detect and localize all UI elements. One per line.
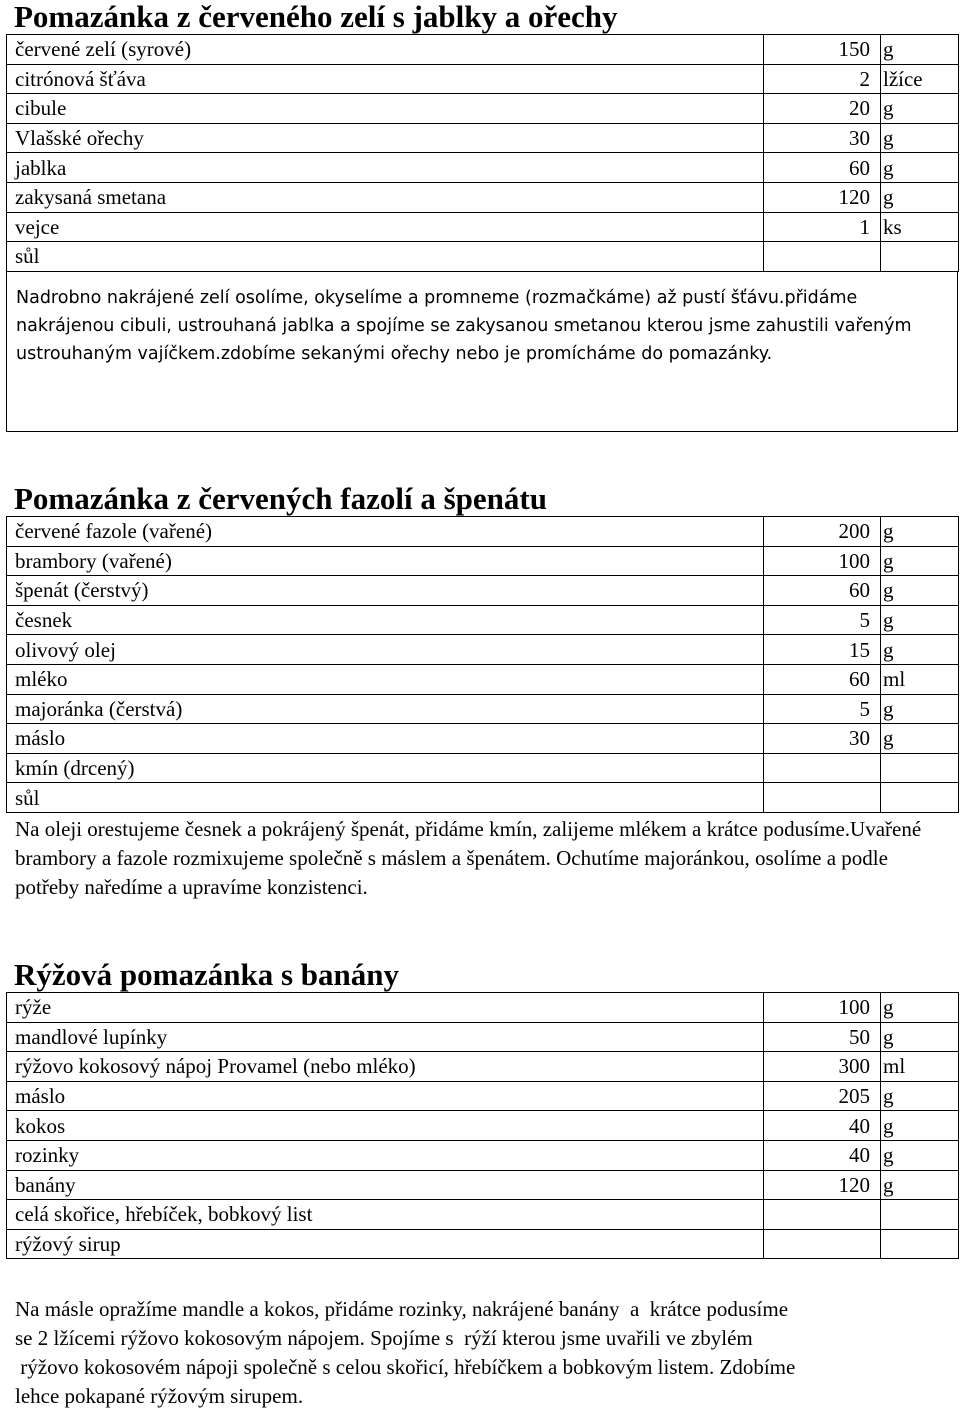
ingredient-unit <box>881 242 959 272</box>
ingredient-amount <box>764 1229 881 1259</box>
ingredient-unit <box>881 1200 959 1230</box>
ingredient-row <box>7 1052 959 1082</box>
ingredient-row <box>7 153 959 183</box>
ingredient-unit: ml <box>881 1052 959 1082</box>
ingredient-row <box>7 546 959 576</box>
ingredient-name: máslo <box>7 724 764 754</box>
ingredient-name: celá skořice, hřebíček, bobkový list <box>7 1200 764 1230</box>
ingredient-row <box>7 753 959 783</box>
recipe-instructions: Na oleji orestujeme česnek a pokrájený špenát, přidáme kmín, zalijeme mlékem a krátce podusíme.Uvařené brambory a fazole rozmixujeme společně s máslem a špenátem. Ochutíme majoránkou, osolíme a podle potřeby naředíme a upravíme konzistenci. <box>15 816 922 899</box>
ingredient-unit: lžíce <box>881 64 959 94</box>
ingredient-row <box>7 664 959 694</box>
ingredient-amount: 15 <box>764 635 881 665</box>
ingredient-amount: 60 <box>764 664 881 694</box>
ingredient-unit: g <box>881 123 959 153</box>
ingredient-amount: 200 <box>764 517 881 547</box>
ingredient-unit: g <box>881 724 959 754</box>
ingredient-name: rýže <box>7 993 764 1023</box>
ingredient-amount <box>764 242 881 272</box>
ingredient-name: zakysaná smetana <box>7 182 764 212</box>
ingredient-row <box>7 212 959 242</box>
ingredient-unit <box>881 1229 959 1259</box>
instructions-box <box>6 272 958 432</box>
ingredient-unit: g <box>881 153 959 183</box>
ingredient-unit: g <box>881 546 959 576</box>
ingredient-name: rýžový sirup <box>7 1229 764 1259</box>
ingredient-name: rýžovo kokosový nápoj Provamel (nebo mléko) <box>7 1052 764 1082</box>
recipe-section <box>6 958 958 1411</box>
ingredient-amount: 5 <box>764 605 881 635</box>
ingredient-row <box>7 123 959 153</box>
ingredient-amount: 30 <box>764 123 881 153</box>
ingredient-unit: g <box>881 35 959 65</box>
ingredient-name: jablka <box>7 153 764 183</box>
ingredient-amount: 30 <box>764 724 881 754</box>
recipe-section <box>6 0 958 432</box>
ingredient-row <box>7 94 959 124</box>
ingredient-amount: 60 <box>764 576 881 606</box>
recipe-instructions: Nadrobno nakrájené zelí osolíme, okyselíme a promneme (rozmačkáme) až pustí šťávu.přidáme nakrájenou cibuli, ustrouhaná jablka a spojíme se zakysanou smetanou kterou jsme zahustili vařeným ustrouhaným vajíčkem.zdobíme sekanými ořechy nebo je promícháme do pomazánky. <box>16 287 912 364</box>
ingredient-name: kokos <box>7 1111 764 1141</box>
ingredient-amount: 150 <box>764 35 881 65</box>
ingredient-unit: g <box>881 182 959 212</box>
ingredient-name: sůl <box>7 783 764 813</box>
ingredients-table <box>6 992 959 1259</box>
ingredient-amount: 20 <box>764 94 881 124</box>
ingredient-row <box>7 1022 959 1052</box>
ingredient-name: kmín (drcený) <box>7 753 764 783</box>
ingredient-unit: g <box>881 1170 959 1200</box>
ingredient-row <box>7 1140 959 1170</box>
ingredient-unit <box>881 783 959 813</box>
ingredient-row <box>7 64 959 94</box>
ingredient-amount: 2 <box>764 64 881 94</box>
ingredient-amount: 50 <box>764 1022 881 1052</box>
ingredient-name: špenát (čerstvý) <box>7 576 764 606</box>
ingredient-name: sůl <box>7 242 764 272</box>
ingredient-unit: g <box>881 576 959 606</box>
ingredient-unit: g <box>881 1140 959 1170</box>
ingredient-row <box>7 1200 959 1230</box>
ingredients-table <box>6 516 959 813</box>
ingredient-amount: 100 <box>764 993 881 1023</box>
ingredient-row <box>7 576 959 606</box>
recipe-instructions <box>6 1295 958 1411</box>
ingredient-amount: 40 <box>764 1140 881 1170</box>
ingredient-name: mandlové lupínky <box>7 1022 764 1052</box>
ingredient-row <box>7 635 959 665</box>
ingredient-amount: 40 <box>764 1111 881 1141</box>
ingredient-row <box>7 724 959 754</box>
instruction-line: Na másle opražíme mandle a kokos, přidáme rozinky, nakrájené banány a krátce podusíme <box>15 1297 789 1322</box>
ingredient-unit: g <box>881 1022 959 1052</box>
ingredient-name: olivový olej <box>7 635 764 665</box>
ingredient-unit: g <box>881 635 959 665</box>
ingredient-row <box>7 783 959 813</box>
ingredient-unit: g <box>881 94 959 124</box>
ingredient-row <box>7 1111 959 1141</box>
ingredient-name: červené zelí (syrové) <box>7 35 764 65</box>
ingredient-row <box>7 1170 959 1200</box>
ingredient-amount: 60 <box>764 153 881 183</box>
ingredient-unit: g <box>881 993 959 1023</box>
ingredient-amount: 120 <box>764 182 881 212</box>
ingredient-row <box>7 182 959 212</box>
ingredient-unit: g <box>881 1111 959 1141</box>
ingredient-row <box>7 35 959 65</box>
ingredient-unit: ks <box>881 212 959 242</box>
ingredient-name: česnek <box>7 605 764 635</box>
recipe-section <box>6 482 958 902</box>
ingredient-amount: 1 <box>764 212 881 242</box>
ingredient-unit: g <box>881 1081 959 1111</box>
instruction-line: rýžovo kokosovém nápoji společně s celou skořicí, hřebíčkem a bobkovým listem. Zdobíme <box>15 1355 796 1380</box>
ingredient-name: brambory (vařené) <box>7 546 764 576</box>
ingredient-row <box>7 605 959 635</box>
ingredient-name: rozinky <box>7 1140 764 1170</box>
ingredient-unit: g <box>881 694 959 724</box>
ingredient-row <box>7 993 959 1023</box>
ingredient-name: máslo <box>7 1081 764 1111</box>
ingredient-name: Vlašské ořechy <box>7 123 764 153</box>
ingredient-name: banány <box>7 1170 764 1200</box>
recipe-title: Pomazánka z červených fazolí a špenátu <box>14 481 547 516</box>
ingredient-amount: 205 <box>764 1081 881 1111</box>
ingredient-amount: 100 <box>764 546 881 576</box>
ingredient-amount: 300 <box>764 1052 881 1082</box>
ingredient-unit: g <box>881 517 959 547</box>
ingredient-unit <box>881 753 959 783</box>
ingredient-row <box>7 1081 959 1111</box>
instruction-line: se 2 lžícemi rýžovo kokosovým nápojem. Spojíme s rýží kterou jsme uvařili ve zbylém <box>15 1326 753 1351</box>
ingredient-unit: g <box>881 605 959 635</box>
ingredient-amount: 5 <box>764 694 881 724</box>
instruction-line: lehce pokapané rýžovým sirupem. <box>15 1384 304 1409</box>
ingredient-amount <box>764 1200 881 1230</box>
ingredients-table <box>6 34 959 272</box>
ingredient-row <box>7 517 959 547</box>
ingredient-name: červené fazole (vařené) <box>7 517 764 547</box>
ingredient-row <box>7 1229 959 1259</box>
ingredient-row <box>7 694 959 724</box>
recipe-title: Pomazánka z červeného zelí s jablky a ořechy <box>14 0 618 34</box>
ingredient-name: vejce <box>7 212 764 242</box>
ingredient-name: majoránka (čerstvá) <box>7 694 764 724</box>
ingredient-amount <box>764 783 881 813</box>
ingredient-unit: ml <box>881 664 959 694</box>
ingredient-name: mléko <box>7 664 764 694</box>
ingredient-name: cibule <box>7 94 764 124</box>
ingredient-amount <box>764 753 881 783</box>
ingredient-name: citrónová šťáva <box>7 64 764 94</box>
recipe-title: Rýžová pomazánka s banány <box>14 957 399 992</box>
ingredient-row <box>7 242 959 272</box>
ingredient-amount: 120 <box>764 1170 881 1200</box>
